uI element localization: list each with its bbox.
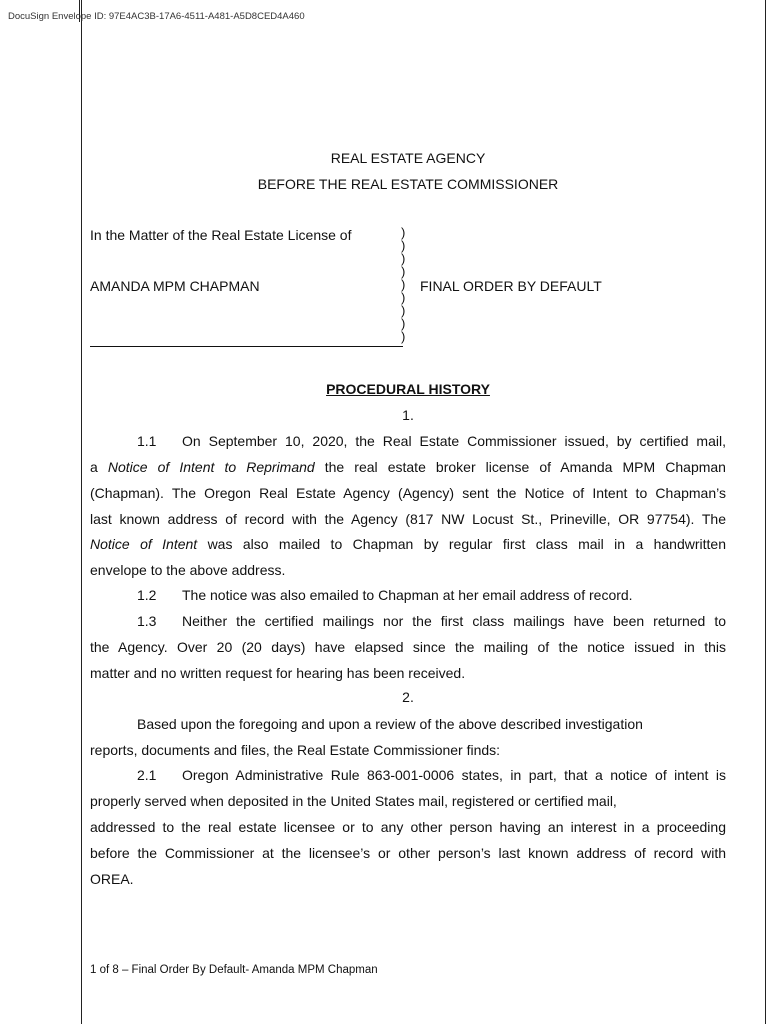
paragraph-1-1-line — [90, 458, 726, 476]
paragraph-text: the real estate broker license of Amanda MPM Chapman — [314, 459, 726, 475]
paragraph-text: The notice was also emailed to Chapman at her email address of record. — [182, 587, 633, 603]
paragraph-1-2 — [90, 586, 726, 604]
paragraph-number: 1.1 — [137, 433, 157, 449]
paragraph-2-line: Based upon the foregoing and upon a review of the above described investigation — [137, 716, 643, 732]
paragraph-1-1-line — [90, 432, 726, 450]
caption-paren: ) — [401, 277, 406, 292]
paragraph-1-3-line: the Agency. Over 20 (20 days) have elapsed since the mailing of the notice issued in this — [90, 639, 726, 655]
caption-order-title: FINAL ORDER BY DEFAULT — [420, 278, 602, 294]
paragraph-number: 1.2 — [137, 587, 157, 603]
caption-paren: ) — [401, 290, 406, 305]
caption-paren: ) — [401, 251, 406, 266]
caption-paren: ) — [401, 225, 406, 240]
docusign-envelope-id: DocuSign Envelope ID: 97E4AC3B-17A6-4511-A481-A5D8CED4A460 — [8, 11, 305, 22]
paragraph-1-1-line — [90, 535, 726, 553]
page-footer: 1 of 8 – Final Order By Default- Amanda MPM Chapman — [90, 964, 378, 976]
paragraph-number: 2.1 — [137, 767, 157, 783]
paragraph-number: 1.3 — [137, 613, 157, 629]
paragraph-2-1-line: before the Commissioner at the licensee’s or other person’s last known address of record with — [90, 845, 726, 861]
paragraph-text: Oregon Administrative Rule 863-001-0006 states, in part, that a notice of intent is — [182, 767, 726, 783]
paragraph-2-line: reports, documents and files, the Real Estate Commissioner finds: — [90, 742, 501, 758]
caption-paren: ) — [401, 303, 406, 318]
caption-underline — [90, 346, 403, 347]
paragraph-1-1-line: (Chapman). The Oregon Real Estate Agency (Agency) sent the Notice of Intent to Chapman’s — [90, 485, 726, 501]
caption-paren: ) — [401, 264, 406, 279]
paragraph-1-3-line: matter and no written request for hearing has been received. — [90, 665, 466, 681]
caption-paren-column — [401, 226, 413, 343]
paragraph-text: a — [90, 459, 108, 475]
right-margin-rule — [765, 0, 766, 1024]
paragraph-1-1-line: last known address of record with the Agency (817 NW Locust St., Prineville, OR 97754). The — [90, 511, 726, 527]
caption-paren: ) — [401, 329, 406, 344]
caption-paren: ) — [401, 238, 406, 253]
caption-respondent-name: AMANDA MPM CHAPMAN — [90, 278, 260, 294]
section-heading: PROCEDURAL HISTORY — [326, 381, 490, 397]
left-margin-rule — [81, 0, 82, 1024]
agency-title: REAL ESTATE AGENCY — [330, 150, 486, 166]
notice-title-italic: Notice of Intent to Reprimand — [107, 459, 315, 475]
paragraph-1-1-line: envelope to the above address. — [90, 562, 286, 578]
section-number-2: 2. — [402, 689, 414, 705]
paragraph-2-1-line: OREA. — [90, 871, 134, 887]
paragraph-text: Neither the certified mailings nor the first class mailings have been returned to — [182, 613, 726, 629]
paragraph-2-1-line: addressed to the real estate licensee or to any other person having an interest in a proceeding — [90, 819, 726, 835]
paragraph-2-1-line — [90, 766, 726, 784]
notice-title-italic: Notice of Intent — [90, 536, 198, 552]
section-number-1: 1. — [402, 407, 414, 423]
caption-paren: ) — [401, 316, 406, 331]
paragraph-text: On September 10, 2020, the Real Estate Commissioner issued, by certified mail, — [182, 433, 726, 449]
paragraph-1-3-line — [90, 612, 726, 630]
caption-matter: In the Matter of the Real Estate License of — [90, 227, 352, 243]
paragraph-text: was also mailed to Chapman by regular first class mail in a handwritten — [197, 536, 726, 552]
commissioner-title: BEFORE THE REAL ESTATE COMMISSIONER — [257, 176, 559, 192]
paragraph-2-1-line: properly served when deposited in the United States mail, registered or certified mail, — [90, 793, 617, 809]
